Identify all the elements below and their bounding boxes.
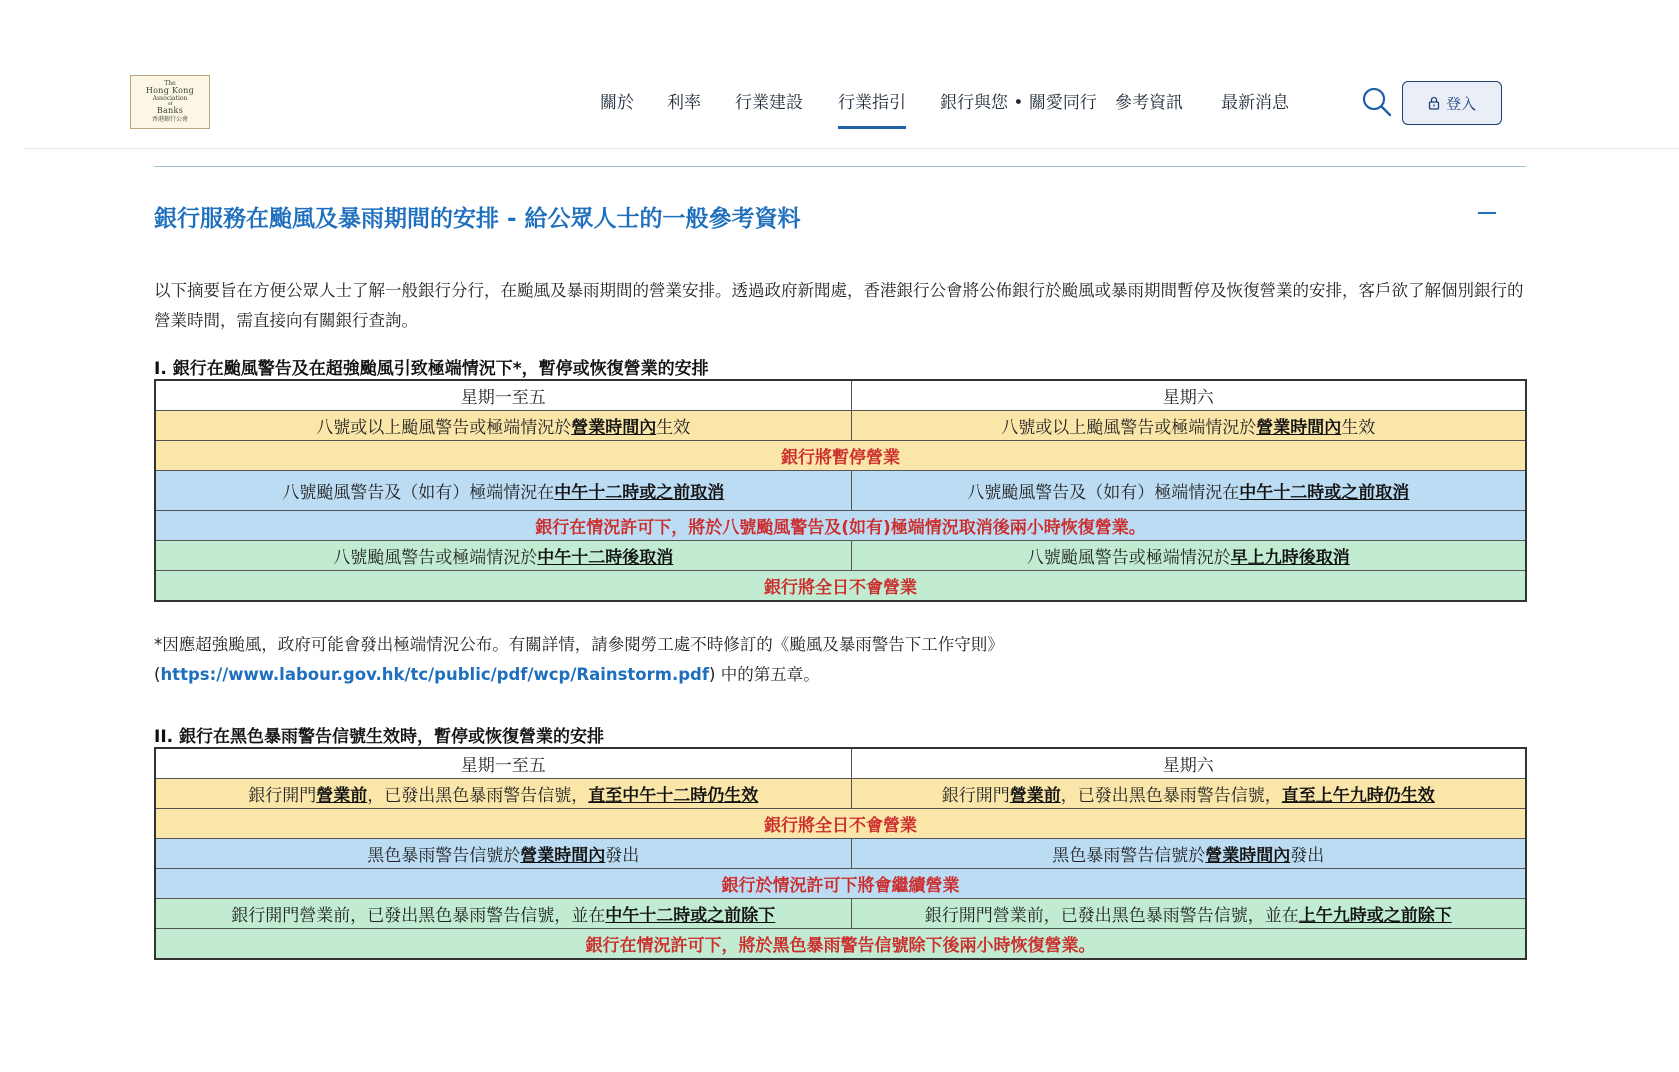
rainstorm-arrangements-table <box>154 747 1527 960</box>
section2-heading: II. 銀行在黑色暴雨警告信號生效時，暫停或恢復營業的安排 <box>154 727 605 747</box>
section-divider <box>154 166 1526 167</box>
table-cell-merged: 銀行將全日不會營業 <box>155 809 1526 839</box>
table-row <box>155 441 1526 471</box>
footnote: *因應超強颱風，政府可能會發出極端情況公布。有關詳情，請參閱勞工處不時修訂的《颱風及暴雨警告下工作守則》(https://www.labour.gov.hk/tc/public/pdf/wcp/Rainstorm.pdf) 中的第五章。 <box>154 635 1004 684</box>
section1-heading: I. 銀行在颱風警告及在超強颱風引致極端情況下*，暫停或恢復營業的安排 <box>154 359 709 379</box>
nav-item-industry-development[interactable]: 行業建設 <box>735 93 803 113</box>
table-cell: 銀行開門營業前，已發出黑色暴雨警告信號，並在中午十二時或之前除下 <box>155 899 851 929</box>
table-cell: 銀行開門營業前，已發出黑色暴雨警告信號，並在上午九時或之前除下 <box>851 899 1526 929</box>
search-icon[interactable] <box>1361 86 1393 118</box>
logo-text: The <box>164 80 176 88</box>
header-saturday: 星期六 <box>851 380 1526 411</box>
table-row <box>155 899 1526 929</box>
table-cell: 銀行開門營業前，已發出黑色暴雨警告信號，直至中午十二時仍生效 <box>155 779 851 809</box>
table-cell-merged: 銀行將暫停營業 <box>155 441 1526 471</box>
table-cell-merged: 銀行於情況許可下將會繼續營業 <box>155 869 1526 899</box>
table-row <box>155 869 1526 899</box>
logo-text: 香港銀行公會 <box>151 115 188 123</box>
table-cell: 八號颱風警告或極端情況於早上九時後取消 <box>851 541 1526 571</box>
table-cell-merged: 銀行在情況許可下，將於八號颱風警告及(如有)極端情況取消後兩小時恢復營業。 <box>155 511 1526 541</box>
table-row <box>155 839 1526 869</box>
nav-item-news[interactable]: 最新消息 <box>1221 93 1289 113</box>
table-cell-merged: 銀行在情況許可下，將於黑色暴雨警告信號除下後兩小時恢復營業。 <box>155 929 1526 960</box>
header-weekday: 星期一至五 <box>155 748 851 779</box>
table-cell: 八號或以上颱風警告或極端情況於營業時間內生效 <box>155 411 851 441</box>
table-row <box>155 929 1526 960</box>
table-cell: 黑色暴雨警告信號於營業時間內發出 <box>851 839 1526 869</box>
table-cell: 黑色暴雨警告信號於營業時間內發出 <box>155 839 851 869</box>
intro-paragraph: 以下摘要旨在方便公眾人士了解一般銀行分行，在颱風及暴雨期間的營業安排。透過政府新聞處，香港銀行公會將公佈銀行於颱風或暴雨期間暫停及恢復營業的安排，客戶欲了解個別銀行的營業時間，需直接向有關銀行查詢。 <box>154 281 1524 330</box>
typhoon-arrangements-table <box>154 379 1527 602</box>
table-cell: 八號颱風警告或極端情況於中午十二時後取消 <box>155 541 851 571</box>
collapse-icon[interactable] <box>1477 203 1497 223</box>
login-button[interactable] <box>1402 81 1502 125</box>
table-row <box>155 471 1526 511</box>
header-saturday: 星期六 <box>851 748 1526 779</box>
header-weekday: 星期一至五 <box>155 380 851 411</box>
nav-item-about[interactable]: 關於 <box>600 93 634 113</box>
logo-text: Banks <box>156 106 184 116</box>
table-cell: 八號或以上颱風警告或極端情況於營業時間內生效 <box>851 411 1526 441</box>
nav-item-interest-rates[interactable]: 利率 <box>667 93 701 113</box>
login-label: 登入 <box>1445 94 1476 113</box>
nav-item-banks-and-you[interactable]: 銀行與您 • 關愛同行 <box>940 93 1097 113</box>
logo-text: of <box>167 101 173 108</box>
table-cell: 銀行開門營業前，已發出黑色暴雨警告信號，直至上午九時仍生效 <box>851 779 1526 809</box>
table-header-row <box>155 380 1526 411</box>
table-row <box>155 411 1526 441</box>
table-header-row <box>155 748 1526 779</box>
nav-item-industry-guidelines[interactable]: 行業指引 <box>838 88 906 113</box>
table-row <box>155 541 1526 571</box>
logo-text: Hong Kong <box>145 86 195 96</box>
table-row <box>155 779 1526 809</box>
lock-icon <box>1428 96 1440 110</box>
hkab-logo[interactable] <box>130 75 210 129</box>
nav-item-reference[interactable]: 參考資訊 <box>1115 93 1183 113</box>
table-cell-merged: 銀行將全日不會營業 <box>155 571 1526 602</box>
table-row <box>155 511 1526 541</box>
logo-text: Association <box>152 94 188 102</box>
table-row <box>155 809 1526 839</box>
table-cell: 八號颱風警告及（如有）極端情況在中午十二時或之前取消 <box>155 471 851 511</box>
table-row <box>155 571 1526 602</box>
labour-dept-link[interactable]: https://www.labour.gov.hk/tc/public/pdf/wcp/Rainstorm.pdf <box>160 665 710 684</box>
table-cell: 八號颱風警告及（如有）極端情況在中午十二時或之前取消 <box>851 471 1526 511</box>
section-title: 銀行服務在颱風及暴雨期間的安排 - 給公眾人士的一般參考資料 <box>154 206 801 232</box>
